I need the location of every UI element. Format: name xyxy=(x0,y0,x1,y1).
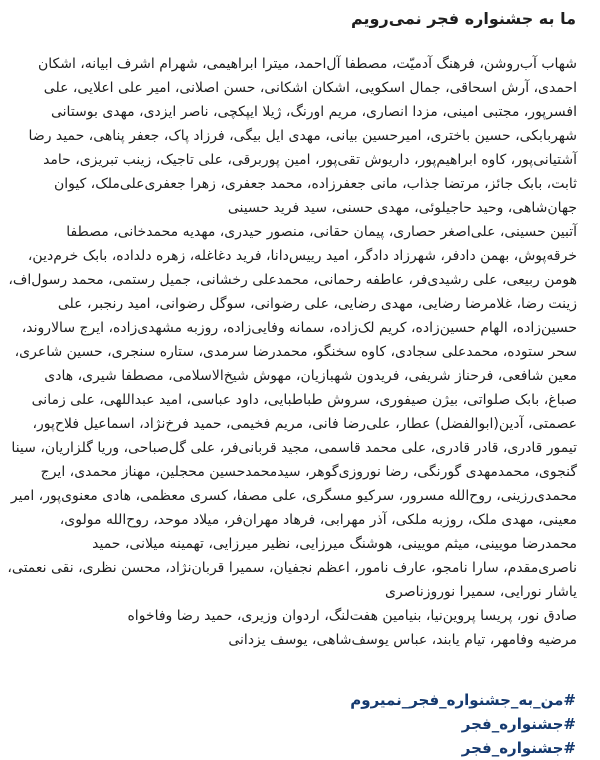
signatories-line: یاشار نورایی، سمیرا نوروزناصری xyxy=(385,584,577,600)
signatories-line: معین شافعی، فرحناز شریفی، فریدون شهبازیان، مهوش شیخ‌الاسلامی، مصطفا شیری، هادی xyxy=(44,368,577,384)
signatories-line: زینت رضا، غلامرضا رضایی، مهدی رضایی، علی رضوانی، سوگل رضوانی، امید رنجبر، علی xyxy=(57,296,577,312)
hashtags-block xyxy=(24,688,576,760)
signatories-line: مرضیه وفامهر، تیام یابند، عباس یوسف‌شاهی، یوسف یزدانی xyxy=(228,632,577,648)
signatories-line: شهاب آب‌روشن، فرهنگ آدمیّت، مصطفا آل‌احمد، میترا ابراهیمی، شهرام اشرف ابیانه، اشکان xyxy=(37,56,577,72)
signatories-line: گنجوی، محمدمهدی گورنگی، رضا نوروزی‌گوهر، سیدمحمدحسین محجلین، مهناز محمدی، ایرج xyxy=(40,464,577,480)
signatories-line: تیمور قادری، قادر قادری، علی محمد قاسمی، مجید قربانی‌فر، علی گل‌صباحی، وریا گلزاریان، سینا xyxy=(11,440,577,456)
hashtag-link-clipped[interactable]: #جشنواره_فجر xyxy=(461,739,576,757)
signatories-line: محمدی‌رزینی، روح‌الله مسرور، سرکیو مسگری، علی مصفا، کسری معظمی، هادی معنوی‌پور، امیر xyxy=(10,488,577,504)
signatories-line: شهربابکی، حسین باختری، امیرحسین بیانی، مهدی ایل بیگی، فرزاد پاک، جعفر پناهی، حمید رضا xyxy=(28,128,577,144)
signatories-line: سحر ستوده، محمدعلی سجادی، کاوه سخنگو، محمدرضا سرمدی، ستاره سنجری، حسین شاعری، xyxy=(14,344,577,360)
signatories-line: احمدی، آرش اسحاقی، جمال اسکویی، اشکان اشکانی، حسن اصلانی، امیر علی اعلایی، علی xyxy=(43,80,577,96)
signatories-line: افسرپور، مجتبی امینی، مزدا انصاری، مریم اورنگ، ژیلا ایپکچی، ناصر ایزدی، مهدی بوستانی xyxy=(50,104,577,120)
signatories-line: صباغ، بابک صلواتی، بیژن صیفوری، سروش طباطبایی، داود عباسی، امید عبداللهی، علی زمانی xyxy=(31,392,577,408)
signatories-line: جهان‌شاهی، وحید حاجیلوئی، مهدی حسنی، سید فرید حسینی xyxy=(227,200,577,216)
signatories-line: آتبین حسینی، علی‌اصغر حصاری، پیمان حقانی، منصور حیدری، مهدیه محمدخانی، مصطفا xyxy=(66,224,577,240)
signatories-line: معینی، مهدی ملک، روزبه ملکی، آذر مهرابی، فرهاد مهران‌فر، میلاد موحد، روح‌الله مولوی، xyxy=(59,512,577,528)
signatories-line: ناصری‌مقدم، سارا نامجو، عارف نامور، اعظم نجفیان، سمیرا قربان‌نژاد، محسن نظری، نقی نعمتی، xyxy=(7,560,577,576)
signatories-line: محمدرضا مویینی، میثم مویینی، هوشنگ میرزایی، نظیر میرزایی، تهمینه میلانی، حمید xyxy=(92,536,577,552)
signatories-line: هومن ربیعی، علی رشیدی‌فر، عاطفه رحمانی، محمدعلی رخشانی، جمیل رستمی، محمد رسول‌اف، xyxy=(8,272,577,288)
signatories-line: صادق نور، پریسا پروین‌نیا، بنیامین هفت‌لنگ، اردوان وزیری، حمید رضا وفاخواه xyxy=(127,608,577,624)
signatories-list xyxy=(8,52,577,652)
statement-title: ما به جشنواره فجر نمی‌رویم xyxy=(350,9,576,28)
signatories-line: ثابت، بابک جائز، مرتضا جذاب، مانی جعفرزاده، محمد جعفری، زهرا جعفری‌علی‌ملک، کیوان xyxy=(53,176,577,192)
hashtag-link-fajr-festival[interactable]: #جشنواره_فجر xyxy=(461,715,576,733)
signatories-line: آشتیانی‌پور، کاوه ابراهیم‌پور، داریوش تقی‌پور، امین پوربرقی، علی تاجیک، زینب تبریزی، حامد xyxy=(43,152,577,168)
signatories-line: خرقه‌پوش، بهمن دادفر، شهرزاد دادگر، امید رییس‌دانا، فرید دغاغله، زهره دلداده، بابک خرم‌دین، xyxy=(27,248,577,264)
hashtag-link-not-going-to-fajr[interactable]: #من_به_جشنواره_فجر_نمیروم xyxy=(350,691,576,709)
signatories-line: عصمتی، آدین(ابوالفضل) عطار، علی‌رضا فانی، مریم فخیمی، حمید فرخ‌نژاد، اسماعیل فلاح‌پور، xyxy=(32,416,577,432)
signatories-line: حسین‌زاده، الهام حسین‌زاده، کریم لک‌زاده، سمانه وفایی‌زاده، روزبه مشهدی‌زاده، ایرج سالاروند، xyxy=(21,320,577,336)
